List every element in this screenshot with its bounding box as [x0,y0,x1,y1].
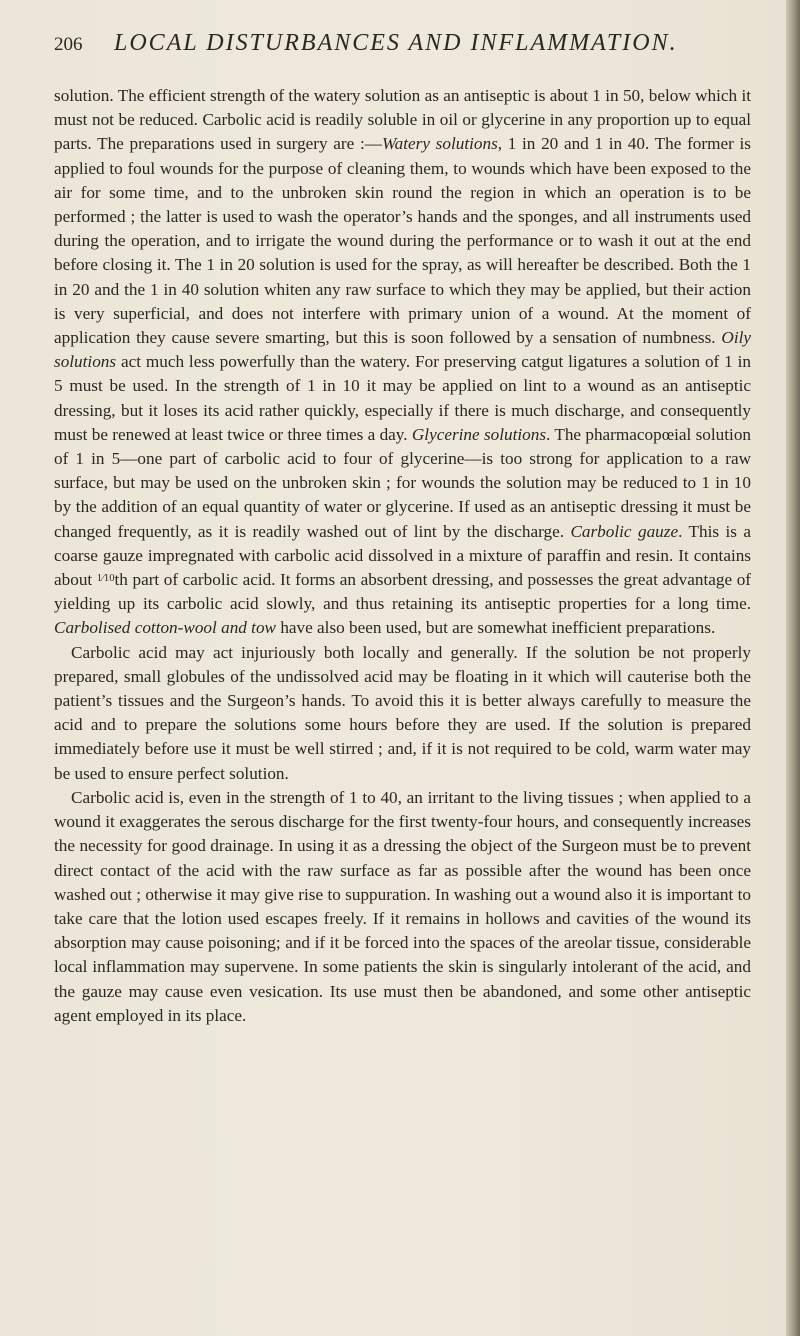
fraction: 1⁄10 [96,573,115,585]
body-text [54,84,751,1028]
italic-term: Carbolised cotton-wool and tow [54,618,277,638]
page-number: 206 [54,34,83,55]
italic-term: Carbolic gauze [570,521,679,541]
text-run: solution. The efficient strength of the watery solution as an antiseptic is about 1 in 50, below which it must not be reduced. Carbolic acid is readily soluble in oil or glycerine in any proportion up to equal parts. The preparations used in surgery are :— [54,86,751,154]
text-run: th part of carbolic acid. It forms an absorbent dressing, and possesses the great advantage of yielding up its carbolic acid slowly, and thus retaining its antiseptic properties for a long time. [54,570,752,614]
text-run: act much less powerfully than the watery. For preserving catgut ligatures a solution of 1 in 5 must be used. In the strength of 1 in 10 it may be applied on lint to a wound as an antiseptic dressing, but it loses its acid rather quickly, especially if there is much discharge, and consequently must be renewed at least twice or three times a day. [54,352,751,444]
text-run: Carbolic acid is, even in the strength of 1 to 40, an irritant to the living tissues ; when applied to a wound it exaggerates the serous discharge for the first twenty-four hours, and consequently increases the necessity for good drainage. In using it as a dressing the object of the Surgeon must be to prevent direct contact of the acid with the raw surface as far as possible after the wound has been once washed out ; otherwise it may give rise to suppuration. In washing out a wound also it is important to take care that the lotion used escapes freely. If it remains in hollows and cavities of the wound its absorption may cause poisoning; and if it be forced into the spaces of the areolar tissue, considerable local inflammation may supervene. In some patients the skin is singularly intolerant of the acid, and the gauze may cause even vesication. Its use must then be abandoned, and some other antiseptic agent employed in its place. [54,787,751,1025]
text-run: Carbolic acid may act injuriously both locally and generally. If the solution be not properly prepared, small globules of the undissolved acid may be floating in it which will cauterise both the patient’s tissues and the Surgeon’s hands. To avoid this it is better always carefully to measure the acid and to prepare the solutions some hours before they are used. If the solution is prepared immediately before use it must be well stirred ; and, if it is not required to be cold, warm water may be used to ensure perfect solution. [54,642,751,783]
italic-term: Oily solutions [54,328,751,372]
italic-term: Watery solutions [381,134,498,154]
text-run: have also been used, but are somewhat inefficient preparations. [276,618,716,638]
page-header [54,30,750,60]
text-run: . The pharmacopœial solution of 1 in 5—one part of carbolic acid to four of glycerine—is too strong for application to a raw surface, but may be used on the unbroken skin ; for wounds the solution may be reduced to 1 in 10 by the addition of an equal quantity of water or glycerine. If used as an antiseptic dressing it must be changed frequently, as it is readily washed out of lint by the discharge. [54,424,752,541]
italic-term: Glycerine solutions [411,424,547,444]
running-head: LOCAL DISTURBANCES AND INFLAMMATION. [114,30,678,56]
paragraph [54,786,751,1028]
page-edge-shadow [786,0,800,1336]
text-run: . This is a coarse gauze impregnated with carbolic acid dissolved in a mixture of paraffin and resin. It contains about [54,521,751,590]
paragraph [54,641,751,786]
text-run: , 1 in 20 and 1 in 40. The former is applied to foul wounds for the purpose of cleaning them, to wounds which have been exposed to the air for some time, and to the unbroken skin round the region in which an operation is to be performed ; the latter is used to wash the operator’s hands and the sponges, and all instruments used during the operation, and to irrigate the wound during the performance or to wash it out at the end before closing it. The 1 in 20 solution is used for the spray, as will hereafter be described. Both the 1 in 20 and the 1 in 40 solution whiten any raw surface to which they may be applied, but their action is very superficial, and does not interfere with primary union of a wound. At the moment of application they cause severe smarting, but this is soon followed by a sensation of numbness. [54,134,751,348]
paragraph [54,84,751,641]
